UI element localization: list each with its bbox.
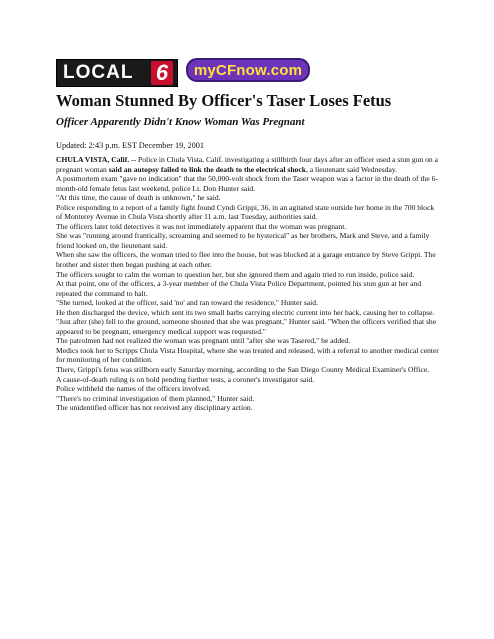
article-paragraph: Police responding to a report of a family fight found Cyndi Grippi, 36, in an agitated state outside her home in the 700 block of Monterey Avenue in Chula Vista shortly after 11 a.m. last Tuesday, authorities said. [56, 202, 435, 222]
mycfnow-logo: myCFnow.com [186, 58, 310, 82]
article-paragraph: A postmortem exam "gave no indication" that the 50,000-volt shock from the Taser weapon was a factor in the death of the 6-month-old female fetus last weekend, police Lt. Don Hunter said. [56, 174, 438, 193]
article-paragraph: "There's no criminal investigation of them planned," Hunter said. [56, 393, 255, 403]
article-paragraph: Medics took her to Scripps Chula Vista Hospital, where she was treated and released, with a referral to another medical center for monitoring of her condition. [56, 345, 439, 365]
article-paragraph: Police withheld the names of the officers involved. [56, 384, 211, 394]
article-paragraph: "At this time, the cause of death is unknown," he said. [56, 193, 221, 203]
article-paragraph: The officers later told detectives it was not immediately apparent that the woman was pregnant. [56, 221, 347, 231]
article-headline: Woman Stunned By Officer's Taser Loses Fetus [56, 91, 392, 110]
lede-text-bold: said an autopsy failed to link the death to the electrical shock [108, 164, 306, 174]
lede-text-end: , a lieutenant said Wednesday. [305, 164, 398, 174]
article-subheadline: Officer Apparently Didn't Know Woman Was Pregnant [56, 116, 305, 128]
lede-text-start: -- Police in Chula Vista, Calif. investigating a stillbirth four days after an officer used a stun gun on a pregnant woman [56, 155, 438, 174]
article-paragraph: She was "running around frantically, screaming and seemed to be hysterical" as her brothers, Mark and Steve, and a family friend looked on, the lieutenant said. [56, 231, 430, 250]
local6-logo-number: 6 [151, 61, 173, 85]
article-body [56, 155, 439, 413]
article-paragraph: The officers sought to calm the woman to question her, but she ignored them and again tried to run inside, police said. [56, 269, 415, 279]
local6-logo [56, 59, 178, 87]
article-paragraph: At that point, one of the officers, a 3-year member of the Chula Vista Police Department, pointed his stun gun at her and repeated the command to halt. [56, 279, 422, 298]
dateline: CHULA VISTA, Calif. [56, 155, 130, 164]
article-paragraph: The patrolmen had not realized the woman was pregnant until "after she was Tasered," he added. [56, 336, 351, 346]
article-paragraph: There, Grippi's fetus was stillborn early Saturday morning, according to the San Diego County Medical Examiner's Office. [56, 365, 430, 375]
article-updated-timestamp: Updated: 2:43 p.m. EST December 19, 2001 [56, 141, 205, 150]
lede-paragraph [56, 155, 439, 174]
article-paragraph: "She turned, looked at the officer, said 'no' and ran toward the residence," Hunter said. [56, 298, 318, 308]
article-paragraph: He then discharged the device, which sent its two small barbs carrying electric current into her back, causing her to collapse. [56, 307, 435, 317]
article-paragraph: When she saw the officers, the woman tried to flee into the house, but was blocked at a garage entrance by Steve Grippi. The brother and sister then began pushing at each other. [56, 250, 436, 270]
article-paragraph: A cause-of-death ruling is on hold pending further tests, a coroner's investigator said. [56, 374, 315, 384]
local6-logo-word: LOCAL [63, 62, 134, 83]
article-paragraph: The unidentified officer has not received any disciplinary action. [56, 403, 253, 413]
article-paragraph: "Just after (she) fell to the ground, someone shouted that she was pregnant," Hunter said. "When the officers verified that she appeared to be pregnant, emergency medical support was requested." [56, 317, 437, 336]
